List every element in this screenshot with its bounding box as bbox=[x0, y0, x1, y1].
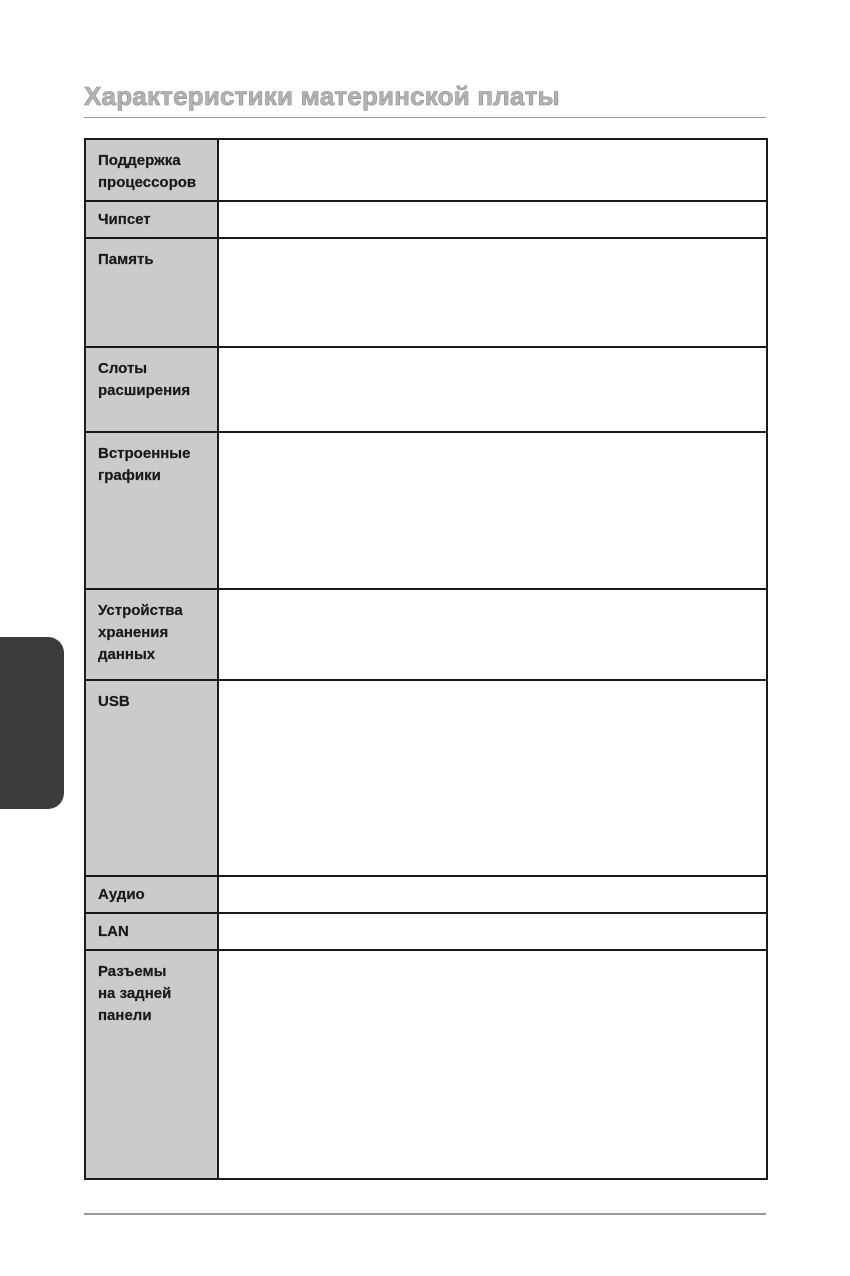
spec-label-cell bbox=[85, 913, 218, 950]
spec-row-storage bbox=[85, 589, 767, 680]
spec-row-chipset bbox=[85, 201, 767, 238]
spec-value-usb bbox=[218, 680, 767, 876]
spec-label-cpu: Поддержка процессоров bbox=[98, 152, 197, 191]
spec-value-lan bbox=[218, 913, 767, 950]
spec-label-onboard-graphics: Встроенные графики bbox=[98, 445, 191, 484]
spec-value-onboard-graphics bbox=[218, 432, 767, 589]
spec-label-expansion-slots: Слоты расширения bbox=[98, 360, 191, 399]
spec-row-back-panel bbox=[85, 950, 767, 1179]
footer-divider bbox=[84, 1213, 766, 1215]
spec-label-cell bbox=[85, 876, 218, 913]
spec-row-audio bbox=[85, 876, 767, 913]
chapter-side-tab bbox=[0, 637, 64, 809]
spec-value-back-panel bbox=[218, 950, 767, 1179]
spec-value-expansion-slots bbox=[218, 347, 767, 432]
spec-value-chipset bbox=[218, 201, 767, 238]
spec-label-cell bbox=[85, 680, 218, 876]
spec-label-cell bbox=[85, 589, 218, 680]
page-title: Характеристики материнской платы bbox=[84, 81, 560, 111]
spec-row-expansion-slots bbox=[85, 347, 767, 432]
spec-label-storage: Устройства хранения данных bbox=[98, 602, 183, 663]
spec-value-audio bbox=[218, 876, 767, 913]
spec-label-cell bbox=[85, 950, 218, 1179]
spec-label-memory: Память bbox=[98, 251, 154, 268]
spec-label-cell bbox=[85, 238, 218, 347]
spec-row-cpu bbox=[85, 139, 767, 201]
spec-row-memory bbox=[85, 238, 767, 347]
title-divider bbox=[84, 117, 766, 118]
spec-label-lan: LAN bbox=[98, 923, 129, 940]
spec-label-cell bbox=[85, 139, 218, 201]
spec-label-back-panel: Разъемы на задней панели bbox=[98, 963, 172, 1024]
spec-label-cell bbox=[85, 347, 218, 432]
spec-row-usb bbox=[85, 680, 767, 876]
spec-row-lan bbox=[85, 913, 767, 950]
spec-value-storage bbox=[218, 589, 767, 680]
spec-label-audio: Аудио bbox=[98, 886, 145, 903]
spec-label-usb: USB bbox=[98, 693, 130, 710]
spec-label-cell bbox=[85, 432, 218, 589]
specifications-table bbox=[84, 138, 768, 1180]
spec-label-chipset: Чипсет bbox=[98, 211, 151, 228]
spec-value-memory bbox=[218, 238, 767, 347]
spec-label-cell bbox=[85, 201, 218, 238]
spec-value-cpu bbox=[218, 139, 767, 201]
spec-row-onboard-graphics bbox=[85, 432, 767, 589]
